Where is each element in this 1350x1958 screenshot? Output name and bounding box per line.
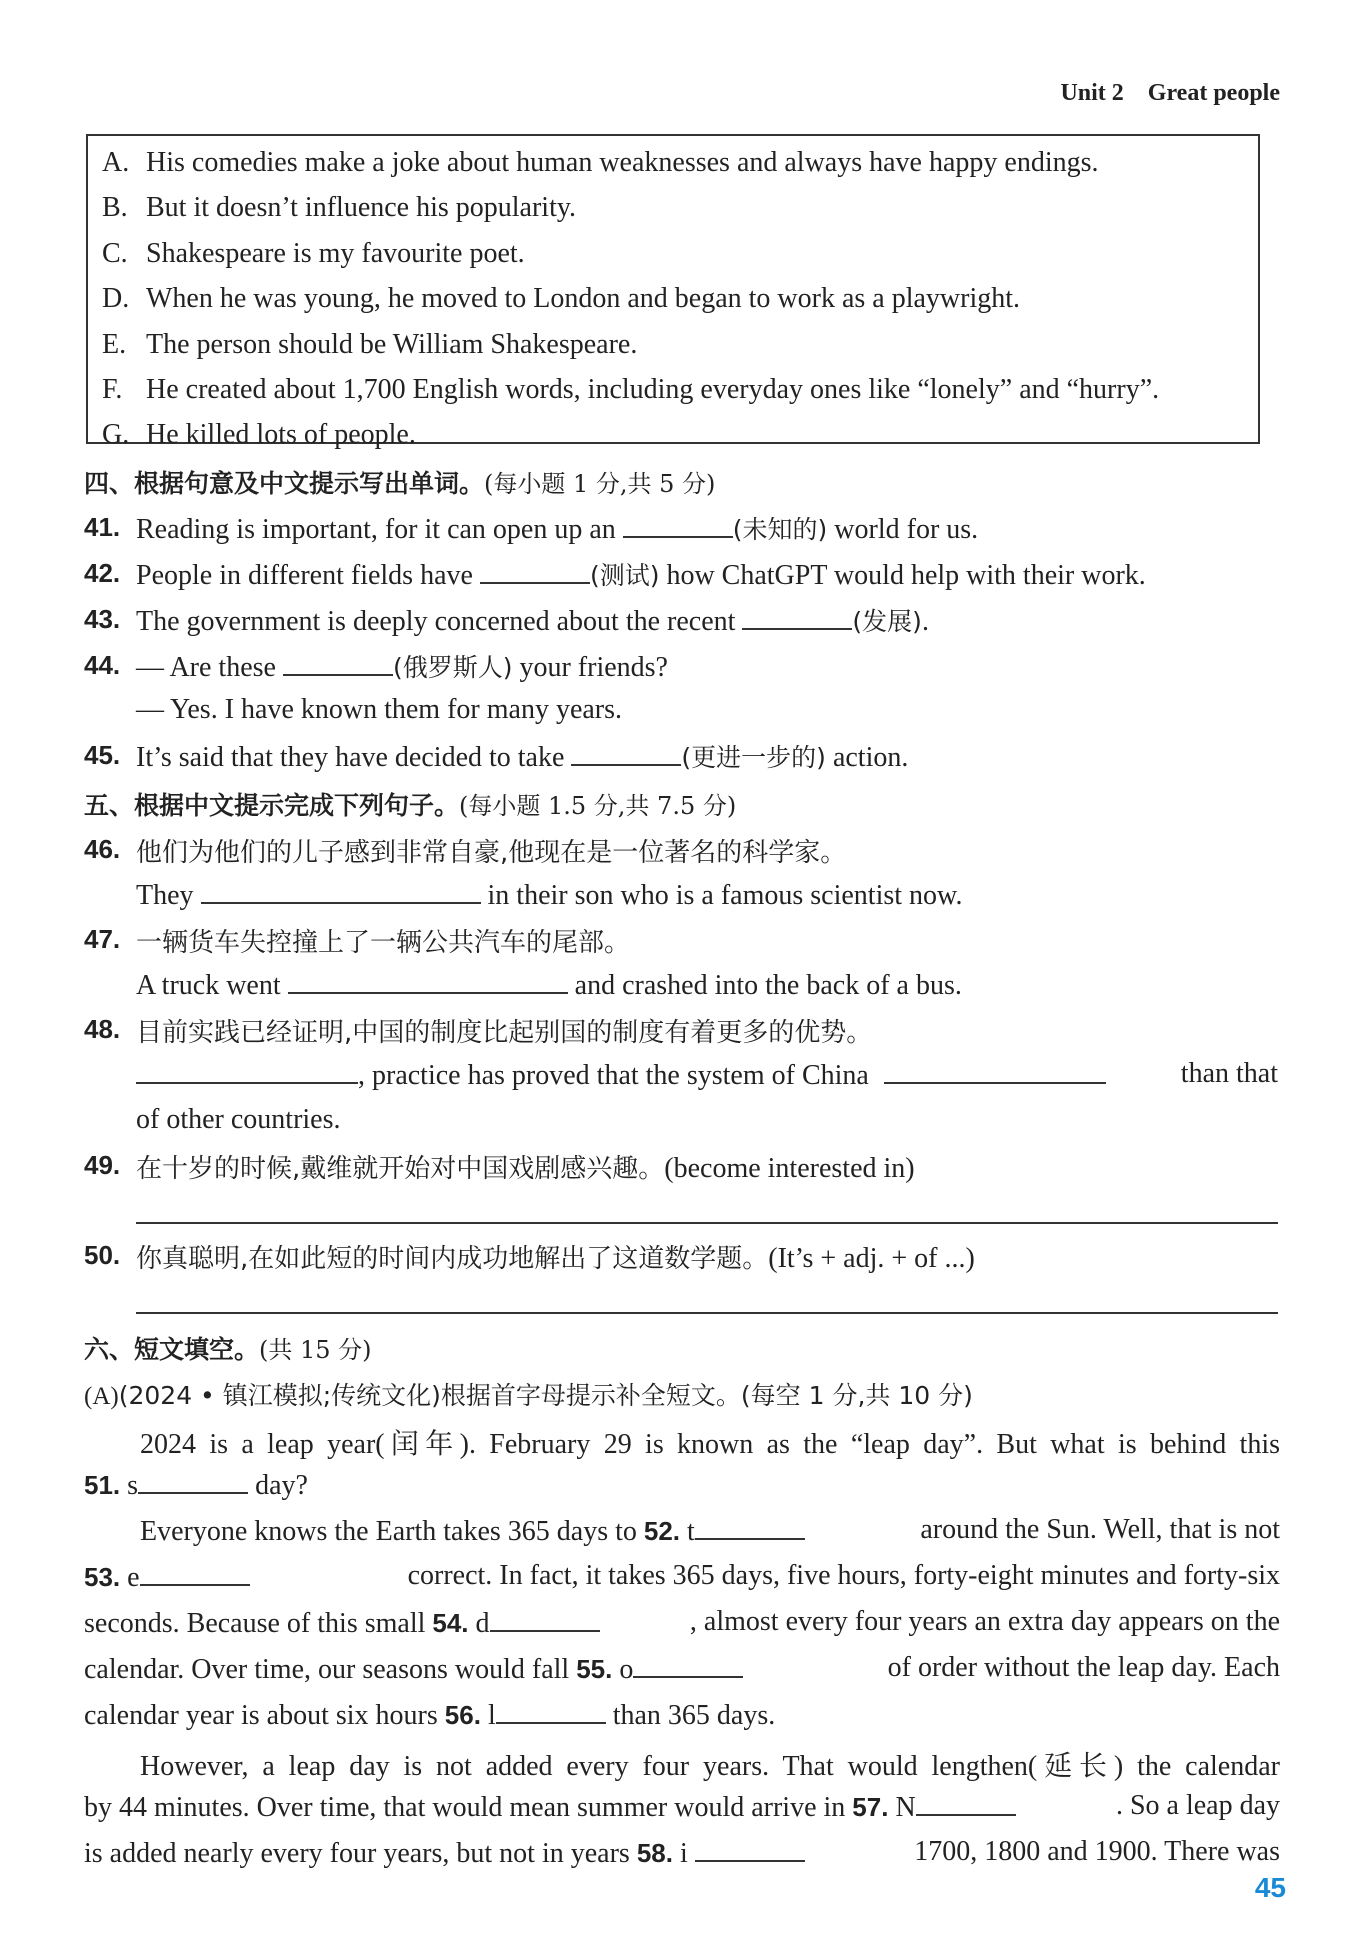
passage-line-6: calendar. Over time, our seasons would fall 55. o of order without the leap day. Each bbox=[84, 1652, 1280, 1685]
section-5-heading: 五、根据中文提示完成下列句子。(每小题 1.5 分,共 7.5 分) bbox=[84, 791, 737, 820]
q46-blank[interactable] bbox=[201, 878, 481, 904]
q50: 你真聪明,在如此短的时间内成功地解出了这道数学题。(It’s + adj. + of ...) bbox=[136, 1243, 975, 1274]
q56-blank[interactable] bbox=[496, 1698, 606, 1724]
passage-line-1: 2024 is a leap year(闰年). February 29 is known as the “leap day”. But what is behind this bbox=[140, 1429, 1280, 1460]
part-a-heading: (A)(2024 • 镇江模拟;传统文化)根据首字母提示补全短文。(每空 1 分,共 10 分) bbox=[84, 1381, 973, 1410]
q41-blank[interactable] bbox=[623, 512, 733, 538]
q41-number: 41. bbox=[84, 512, 121, 542]
header-unit: Unit 2 bbox=[1060, 80, 1124, 106]
q41: Reading is important, for it can open up an (未知的) world for us. bbox=[136, 514, 979, 545]
q43-number: 43. bbox=[84, 604, 121, 634]
q50-answer-line[interactable] bbox=[136, 1312, 1278, 1314]
q46-chinese: 他们为他们的儿子感到非常自豪,他现在是一位著名的科学家。 bbox=[136, 838, 847, 868]
q42-blank[interactable] bbox=[480, 558, 590, 584]
passage-line-2: 51. s day? bbox=[84, 1470, 308, 1501]
q47-sentence: A truck went and crashed into the back of a bus. bbox=[136, 970, 962, 1001]
option-f: F. He created about 1,700 English words, including everyday ones like “lonely” and “hurry”. bbox=[102, 374, 1160, 406]
q49: 在十岁的时候,戴维就开始对中国戏剧感兴趣。(become interested in) bbox=[136, 1153, 915, 1184]
running-header bbox=[1036, 80, 1280, 107]
passage-line-7: calendar year is about six hours 56. l than 365 days. bbox=[84, 1700, 776, 1731]
q52-blank[interactable] bbox=[695, 1514, 805, 1540]
header-title: Great people bbox=[1147, 80, 1280, 106]
passage-line-10: is added nearly every four years, but not in years 58. i 1700, 1800 and 1900. There was bbox=[84, 1836, 1280, 1869]
q47-number: 47. bbox=[84, 924, 121, 954]
option-e: E. The person should be William Shakespeare. bbox=[102, 328, 638, 360]
passage-line-8: However, a leap day is not added every four years. That would lengthen(延长) the calendar bbox=[140, 1751, 1280, 1782]
options-box bbox=[86, 134, 1260, 451]
q44-reply: — Yes. I have known them for many years. bbox=[136, 694, 623, 725]
q55-blank[interactable] bbox=[633, 1652, 743, 1678]
q49-number: 49. bbox=[84, 1150, 121, 1180]
section-6-heading: 六、短文填空。(共 15 分) bbox=[84, 1335, 372, 1364]
q46-number: 46. bbox=[84, 834, 121, 864]
q48-blank-2[interactable] bbox=[884, 1058, 1106, 1084]
option-c: C. Shakespeare is my favourite poet. bbox=[102, 237, 525, 269]
q44-blank[interactable] bbox=[283, 650, 393, 676]
q53-blank[interactable] bbox=[140, 1560, 250, 1586]
passage-line-5: seconds. Because of this small 54. d , almost every four years an extra day appears on the bbox=[84, 1606, 1280, 1639]
option-g: G. He killed lots of people. bbox=[102, 419, 416, 451]
q47-chinese: 一辆货车失控撞上了一辆公共汽车的尾部。 bbox=[136, 928, 631, 958]
q43: The government is deeply concerned about the recent (发展). bbox=[136, 606, 929, 637]
q42: People in different fields have (测试) how ChatGPT would help with their work. bbox=[136, 560, 1146, 591]
q54-blank[interactable] bbox=[490, 1606, 600, 1632]
option-a: A. His comedies make a joke about human weaknesses and always have happy endings. bbox=[102, 147, 1099, 178]
q51-blank[interactable] bbox=[138, 1468, 248, 1494]
q45: It’s said that they have decided to take (更进一步的) action. bbox=[136, 742, 909, 773]
q44: — Are these (俄罗斯人) your friends? bbox=[136, 652, 668, 683]
q49-answer-line[interactable] bbox=[136, 1222, 1278, 1224]
q48-continuation: of other countries. bbox=[136, 1104, 341, 1135]
passage-line-4: 53. e correct. In fact, it takes 365 days, five hours, forty-eight minutes and forty-six bbox=[84, 1560, 1280, 1593]
q50-number: 50. bbox=[84, 1240, 121, 1270]
q58-blank[interactable] bbox=[695, 1836, 805, 1862]
q46-sentence: They in their son who is a famous scientist now. bbox=[136, 880, 963, 911]
passage-line-9: by 44 minutes. Over time, that would mean summer would arrive in 57. N . So a leap day bbox=[84, 1790, 1280, 1823]
q43-blank[interactable] bbox=[742, 604, 852, 630]
q48-number: 48. bbox=[84, 1014, 121, 1044]
q48-sentence: , practice has proved that the system of China than that bbox=[136, 1058, 1278, 1092]
q48-blank-1[interactable] bbox=[136, 1058, 358, 1084]
q45-number: 45. bbox=[84, 740, 121, 770]
option-d: D. When he was young, he moved to London and began to work as a playwright. bbox=[102, 283, 1021, 315]
q47-blank[interactable] bbox=[288, 968, 568, 994]
q57-blank[interactable] bbox=[916, 1790, 1016, 1816]
q45-blank[interactable] bbox=[571, 740, 681, 766]
option-b: B. But it doesn’t influence his popularity. bbox=[102, 192, 577, 224]
page-number: 45 bbox=[1254, 1872, 1286, 1903]
q48-chinese: 目前实践已经证明,中国的制度比起别国的制度有着更多的优势。 bbox=[136, 1018, 873, 1048]
passage-line-3: Everyone knows the Earth takes 365 days to 52. t around the Sun. Well, that is not bbox=[140, 1514, 1280, 1547]
q42-number: 42. bbox=[84, 558, 121, 588]
section-4-heading: 四、根据句意及中文提示写出单词。(每小题 1 分,共 5 分) bbox=[84, 469, 716, 498]
q44-number: 44. bbox=[84, 650, 121, 680]
